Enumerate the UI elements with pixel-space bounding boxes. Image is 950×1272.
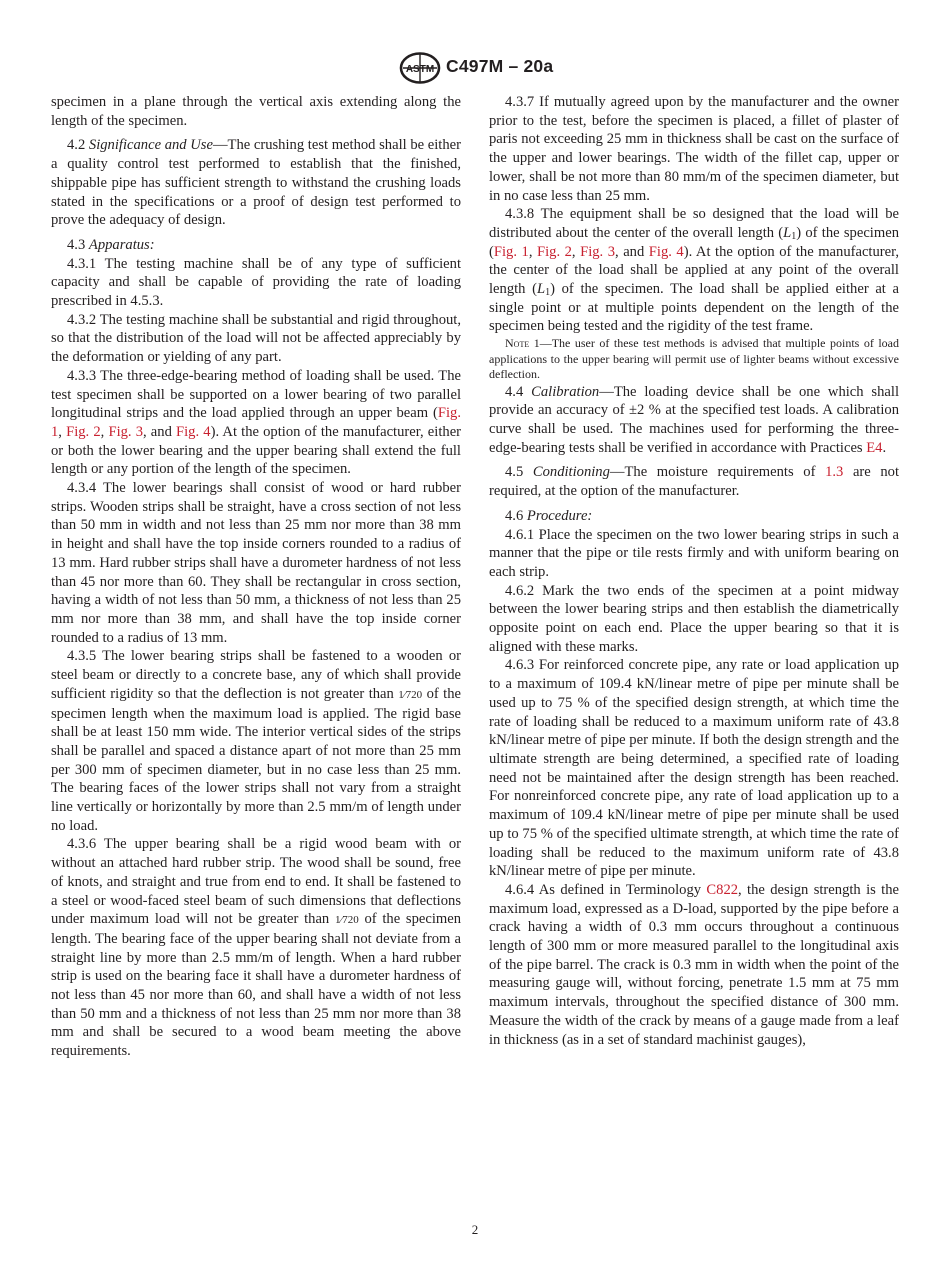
- section-4-3-8: 4.3.8 The equipment shall be so designed that the load will be distributed about the center of the overall length $(L_1)$ of the specimen (Fig. 1, Fig. 2, Fig. 3, and Fig. 4). At the option of the manufacturer, the center of the load shall be applied at any point of the overall length $(L_1)$ of the specimen. The load shall be applied either at a single point or at multiple points dependent on the length of the specimen being tested and the rigidity of the test frame.: [489, 206, 900, 335]
- section-number: 4.3: [67, 236, 86, 253]
- fig-3-link[interactable]: Fig. 3: [580, 243, 616, 260]
- fig-1-link[interactable]: Fig. 1: [51, 405, 461, 440]
- text-run: 4.3.5 The lower bearing strips shall be fastened to a wooden or steel beam or directly to a concrete base, any of which shall provide sufficient rigidity so that the deflection is not greater than: [51, 648, 461, 702]
- text-run: ) of the specimen. The load shall be applied either at a single point or at multiple points dependent on the length of the specimen being tested and the rigidity of the test frame.: [489, 281, 899, 335]
- section-number: 4.2: [67, 137, 86, 154]
- section-4-3-3: 4.3.3 The three-edge-bearing method of loading shall be used. The test specimen shall be supported on a lower bearing of two parallel longitudinal strips and the load applied through an upper beam (Fig. 1, Fig. 2, Fig. 3, and Fig. 4). At the option of the manufacturer, either or both the lower bearing and the upper bearing shall extend the full length or any portion of the length of the specimen.: [51, 367, 462, 478]
- section-4-3-4: 4.3.4 The lower bearings shall consist of wood or hard rubber strips. Wooden strips shall be straight, have a cross section of not less than 50 mm in width and not less than 25 mm nor more than 38 mm in height and shall have the top inside corners rounded to a radius of 13 mm. Hard rubber strips shall have a durometer hardness of not less than 45 nor more than 60. They shall be rectangular in cross section, having a width of not less than 50 mm, a thickness of not less than 25 mm nor more than 38 mm, and shall have the top inside corner rounded to a radius of 13 mm.: [51, 480, 461, 646]
- fig-4-link[interactable]: Fig. 4: [176, 423, 211, 440]
- section-4-2: [51, 136, 461, 230]
- astm-logo-icon: [399, 52, 441, 84]
- section-4-6: [489, 507, 899, 526]
- section-4-3: [51, 236, 461, 255]
- symbol-l: L: [783, 224, 792, 241]
- text-run: of the specimen length when the maximum load is applied. The rigid base shall be at least 150 mm wide. The interior vertical sides of the strips shall be parallel and spaced a distance apart of not more than 25 mm per 300 mm of specimen diameter, but in no case less than 25 mm. The bearing faces of the lower strips shall not vary from a straight line vertically or horizontally by more than 2.5 mm/m of length under no load.: [51, 685, 462, 834]
- fig-1-link[interactable]: Fig. 1: [493, 243, 529, 260]
- section-title: Significance and Use: [88, 137, 213, 154]
- note-text: —The user of these test methods is advised that multiple points of load applications to the upper bearing will permit use of lighter beams without excessive deflection.: [489, 336, 899, 382]
- text-run: 4.3.6 The upper bearing shall be a rigid wood beam with or without an attached hard rubber strip. The wood shall be sound, free of knots, and straight and true from end to end. It shall be fastened to a steel or wood-faced steel beam of such dimensions that deflections under maximum load will not be greater than: [51, 836, 461, 928]
- section-text: —The crushing test method shall be either a quality control test performed to establish that the finished, shippable pipe has sufficient strength to withstand the crushing loads stated in the specifications or a proof of design test performed to prove the adequacy of design.: [51, 137, 461, 229]
- section-4-3-2: 4.3.2 The testing machine shall be substantial and rigid throughout, so that the distribution of the load will not be affected appreciably by the deformation or yielding of any part.: [51, 311, 461, 366]
- subscript: 1: [791, 230, 797, 242]
- section-4-5: [489, 463, 899, 500]
- fig-3-link[interactable]: Fig. 3: [108, 423, 144, 440]
- text-run: of the specimen length. The bearing face of the upper bearing shall not deviate from a straight line by more than 2.5 mm/m of length. When a hard rubber strip is used on the bearing face it shall have a durometer hardness of not less than 45 nor more than 60, and shall have a width of not less than 50 mm and a thickness of not less than 25 mm nor more than 38 mm and shall be secured to a wood beam meeting the above requirements.: [51, 911, 462, 1060]
- text-run: 4.3.8 The equipment shall be so designed that the load will be distributed about the center of the overall length (: [489, 206, 899, 241]
- e4-link[interactable]: E4: [866, 439, 883, 456]
- logo-text: ASTM: [405, 64, 435, 75]
- section-number: 4.4: [505, 383, 524, 400]
- subscript: 1: [545, 287, 551, 299]
- section-number: 4.6: [505, 507, 524, 524]
- text-run: ). At the option of the manufacturer, the center of the load shall be applied at any point of the overall length (: [489, 243, 900, 298]
- text-run: 4.3.3 The three-edge-bearing method of loading shall be used. The test specimen shall be supported on a lower bearing of two parallel longitudinal strips and the load applied through an upper beam (: [51, 367, 461, 422]
- fraction: 1⁄720: [398, 688, 423, 701]
- section-title: Procedure:: [526, 507, 593, 524]
- paragraph-continuation: specimen in a plane through the vertical axis extending along the length of the specimen.: [51, 94, 461, 129]
- text-run: , the design strength is the maximum load, expressed as a D-load, supported by the pipe before a crack having a width of 0.3 mm occurs throughout a continuous length of 300 mm or more measured parallel to the longitudinal axis of the pipe barrel. The crack is 0.3 mm in width when the point of the measuring gauge will, without forcing, penetrate 1.5 mm at 75 mm maximum intervals, throughout the specified distance of 300 mm. Measure the width of the crack by means of a gauge made from a leaf in thickness (as in a set of standard machinist gauges),: [489, 881, 899, 1048]
- text-run: —The loading device shall be one which shall provide an accuracy of ±2 % at the specified test loads. A calibration curve shall be used. The machines used for performing the three-edge-bearing tests shall be verified in accordance with Practices: [489, 383, 899, 456]
- left-column: [51, 93, 461, 1061]
- note-1: [489, 336, 899, 383]
- section-1-3-link[interactable]: 1.3: [825, 464, 844, 481]
- section-4-6-3: 4.6.3 For reinforced concrete pipe, any rate or load application up to a maximum of 109.4 kN/linear metre of pipe per minute shall be used up to 75 % of the specified design strength, at which time the rate of loading shall be reduced to a maximum uniform rate of 43.8 kN/linear metre of pipe per minute. If both the design strength and the ultimate strength are being determined, a specified rate of loading need not be maintained after the design strength has been reached. For nonreinforced concrete pipe, any rate of load application up to a maximum of 109.4 kN/linear metre of pipe per minute shall be used up to 75 % of the specified ultimate strength, at which time the rate of loading shall be reduced to the maximum uniform rate of 43.8 kN/linear metre of pipe per minute.: [489, 657, 899, 880]
- section-4-3-7: 4.3.7 If mutually agreed upon by the manufacturer and the owner prior to the test, before the specimen is placed, a fillet of plaster of paris not exceeding 25 mm in thickness shall be cast on the surface of the upper and lower bearings. The width of the fillet cap, upper or lower, shall be not more than 80 mm/m of the specimen diameter, but in no case less than 25 mm.: [489, 94, 899, 204]
- section-title: Conditioning: [532, 464, 610, 481]
- fraction: 1⁄720: [334, 914, 359, 927]
- section-4-6-2: 4.6.2 Mark the two ends of the specimen at a point midway between the lower bearing strips and then establish the diametrically opposite point on each end. Place the upper bearing so that it is aligned with these marks.: [489, 582, 899, 655]
- section-4-4: 4.4 Calibration—The loading device shall be one which shall provide an accuracy of ±2 % at the specified test loads. A calibration curve shall be used. The machines used for performing the three-edge-bearing tests shall be verified in accordance with Practices E4.: [489, 383, 899, 456]
- section-title: Apparatus:: [88, 236, 155, 253]
- fig-2-link[interactable]: Fig. 2: [536, 243, 572, 260]
- page-header: [0, 52, 950, 86]
- fig-4-link[interactable]: Fig. 4: [648, 243, 684, 260]
- note-label: Note 1: [505, 336, 540, 351]
- section-4-6-1: 4.6.1 Place the specimen on the two lower bearing strips in such a manner that the pipe or tile rests firmly and with uniform bearing on each strip.: [489, 526, 899, 580]
- text-run: are not required, at the option of the manufacturer.: [489, 464, 900, 500]
- fig-2-link[interactable]: Fig. 2: [66, 423, 101, 440]
- section-4-3-5: [51, 647, 461, 835]
- text-run: 4.6.4 As defined in Terminology: [505, 881, 702, 898]
- section-number: 4.5: [505, 464, 524, 481]
- section-4-3-1: 4.3.1 The testing machine shall be of any type of sufficient capacity and shall be capable of providing the rate of loading prescribed in 4.5.3.: [51, 255, 461, 310]
- text-run: ) of the specimen (: [489, 224, 899, 260]
- section-4-6-4: [489, 881, 899, 1049]
- c822-link[interactable]: C822: [706, 881, 739, 898]
- section-4-3-6: [51, 835, 461, 1060]
- symbol-l: L: [537, 281, 546, 298]
- text-run: ). At the option of the manufacturer, either or both the lower bearing and the upper bearing shall extend the full length or any portion of the length of the specimen.: [51, 423, 462, 478]
- section-title: Calibration: [531, 383, 600, 400]
- text-run: —The moisture requirements of: [609, 464, 816, 481]
- standard-designation: C497M – 20a: [446, 56, 554, 76]
- page-number: 2: [471, 1222, 479, 1237]
- right-column: [489, 93, 899, 1049]
